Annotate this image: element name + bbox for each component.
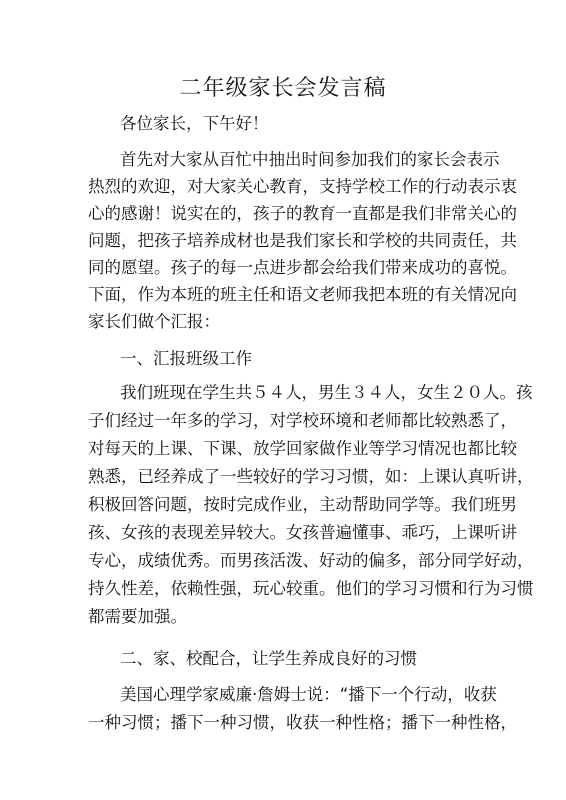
paragraph-line: 我们班现在学生共５４人，男生３４人，女生２０人。孩 [120,383,533,402]
paragraph-line: 对每天的上课、下课、放学回家做作业等学习情况也都比较 [88,439,517,458]
paragraph-line: 持久性差，依赖性强，玩心较重。他们的学习习惯和行为习惯 [88,579,534,598]
paragraph-line: 美国心理学家威廉·詹姆士说：“播下一个行动，收获 [120,685,497,704]
paragraph-line: 问题，把孩子培养成材也是我们家长和学校的共同责任，共 [88,231,517,250]
paragraph-line: 热烈的欢迎，对大家关心教育，支持学校工作的行动表示衷 [88,177,517,196]
paragraph-line: 孩、女孩的表现差异较大。女孩普遍懂事、乖巧，上课听讲 [88,523,517,542]
document-title: 二年级家长会发言稿 [179,76,387,101]
paragraph-line: 心的感谢！说实在的，孩子的教育一直都是我们非常关心的 [88,204,517,223]
section-heading: 二、家、校配合，让学生养成良好的习惯 [120,649,417,668]
paragraph-line: 同的愿望。孩子的每一点进步都会给我们带来成功的喜悦。 [88,258,517,277]
paragraph-line: 都需要加强。 [88,607,187,626]
paragraph-line: 专心，成绩优秀。而男孩活泼、好动的偏多，部分同学好动， [88,551,534,570]
paragraph-line: 积极回答问题，按时完成作业，主动帮助同学等。我们班男 [88,495,517,514]
paragraph-line: 家长们做个汇报： [88,312,220,331]
greeting-line: 各位家长，下午好！ [120,114,269,133]
paragraph-line: 一种习惯；播下一种习惯，收获一种性格；播下一种性格， [88,713,517,732]
paragraph-line: 首先对大家从百忙中抽出时间参加我们的家长会表示 [120,150,500,169]
section-heading: 一、汇报班级工作 [120,349,252,368]
paragraph-line: 下面，作为本班的班主任和语文老师我把本班的有关情况向 [88,285,517,304]
paragraph-line: 子们经过一年多的学习，对学校环境和老师都比较熟悉了， [88,411,517,430]
paragraph-line: 熟悉，已经养成了一些较好的学习习惯，如：上课认真听讲， [88,467,534,486]
